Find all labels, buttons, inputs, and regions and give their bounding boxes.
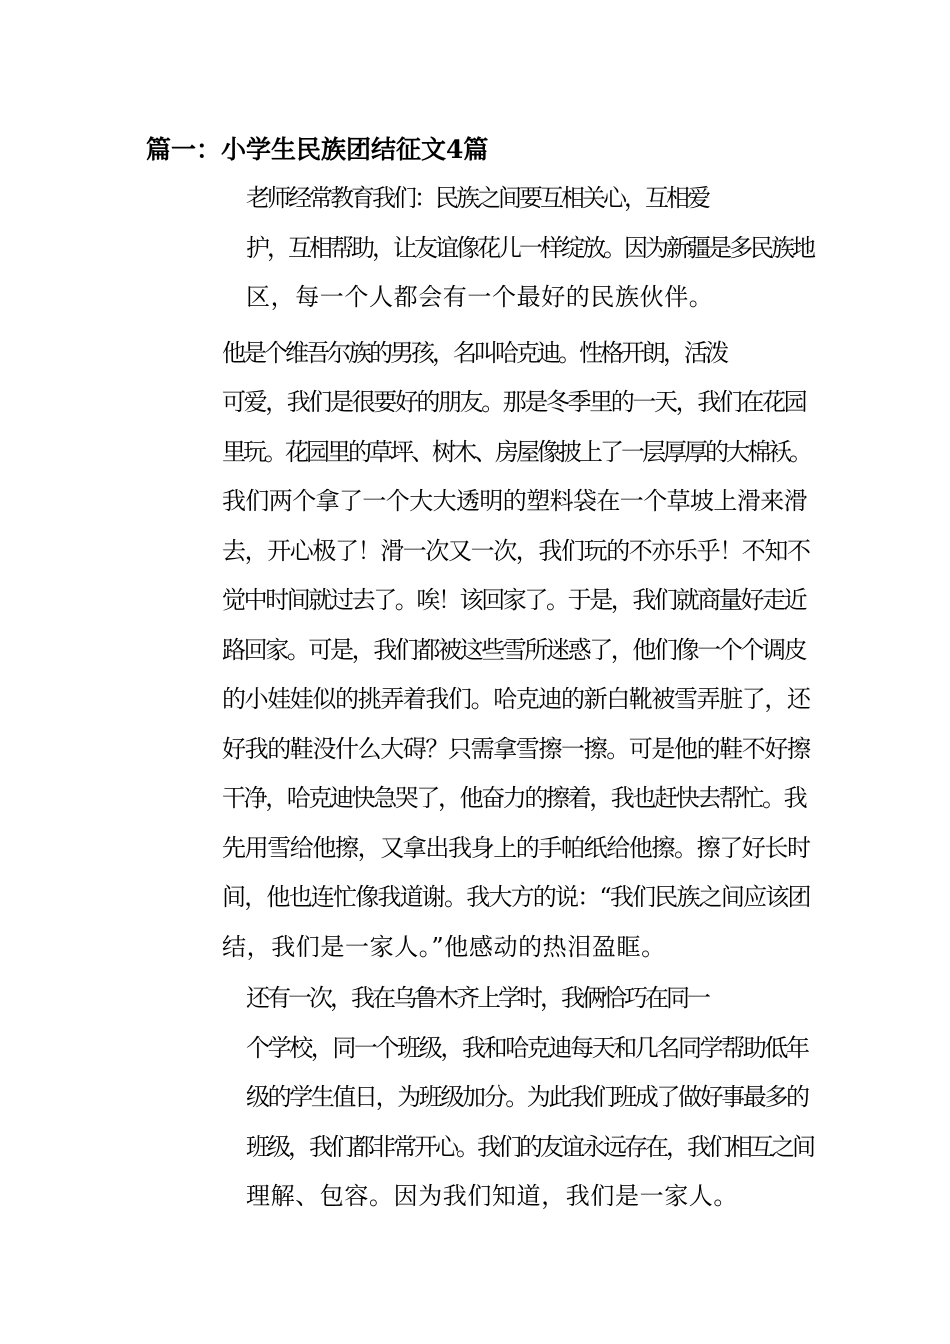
paragraph-line: 结，我们是一家人。”他感动的热泪盈眶。 [222,932,666,961]
paragraph-2 [146,329,810,973]
paragraph-line: 干净，哈克迪快急哭了，他奋力的擦着，我也赶快去帮忙。我 [222,784,806,812]
paragraph-line: 班级，我们都非常开心。我们的友谊永远存在，我们相互之间 [246,1132,813,1161]
paragraph-line: 老师经常教育我们：民族之间要互相关心，互相爱 [246,184,708,212]
paragraph-line: 可爱，我们是很要好的朋友。那是冬季里的一天，我们在花园 [222,388,806,416]
paragraph-line: 的小娃娃似的挑弄着我们。哈克迪的新白靴被雪弄脏了，还 [222,685,810,713]
paragraph-line: 理解、包容。因为我们知道，我们是一家人。 [246,1182,738,1210]
paragraph-line: 级的学生值日，为班级加分。为此我们班成了做好事最多的 [246,1083,808,1111]
paragraph-line: 我们两个拿了一个大大透明的塑料袋在一个草坡上滑来滑 [222,487,807,515]
paragraph-line: 好我的鞋没什么大碍？只需拿雪擦一擦。可是他的鞋不好擦 [222,734,810,763]
paragraph-line: 间，他也连忙像我道谢。我大方的说：“我们民族之间应该团 [222,883,810,911]
paragraph-1 [146,174,813,323]
paragraph-line: 还有一次，我在乌鲁木齐上学时，我俩恰巧在同一 [246,984,708,1012]
paragraph-line: 里玩。花园里的草坪、树木、房屋像披上了一层厚厚的大棉袄。 [222,437,810,466]
paragraph-line: 区，每一个人都会有一个最好的民族伙伴。 [246,283,714,311]
paragraph-line: 去，开心极了！滑一次又一次，我们玩的不亦乐乎！不知不 [222,536,810,565]
document-body [146,130,813,1222]
paragraph-3 [146,974,813,1222]
document-title: 篇一：小学生民族团结征文4篇 [146,135,489,164]
paragraph-line: 路回家。可是，我们都被这些雪所迷惑了，他们像一个个调皮 [222,635,806,664]
paragraph-line: 护，互相帮助，让友谊像花儿一样绽放。因为新疆是多民族地 [246,233,813,262]
paragraph-line: 个学校，同一个班级，我和哈克迪每天和几名同学帮助低年 [246,1033,808,1062]
paragraph-line: 觉中时间就过去了。唉！该回家了。于是，我们就商量好走近 [222,586,806,614]
paragraph-line: 他是个维吾尔族的男孩，名叫哈克迪。性格开朗，活泼 [222,338,726,367]
paragraph-line: 先用雪给他擦，又拿出我身上的手帕纸给他擦。擦了好长时 [222,833,810,862]
